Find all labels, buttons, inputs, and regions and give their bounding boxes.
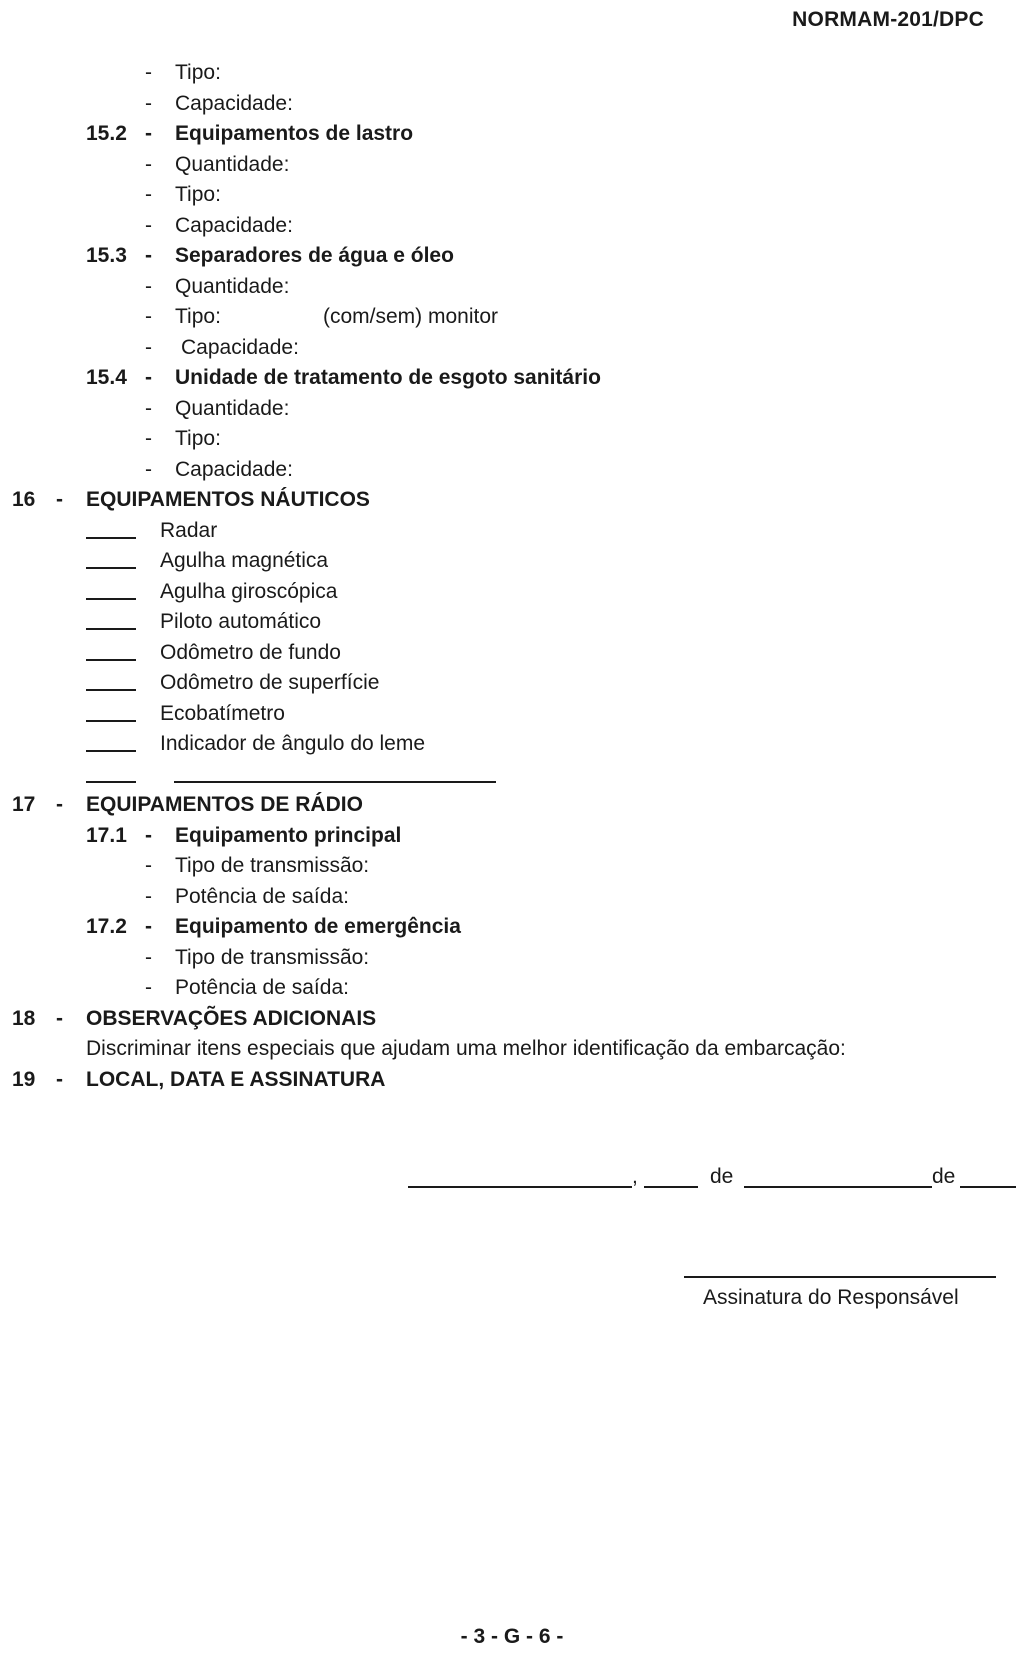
check-blank[interactable]: [86, 598, 136, 600]
bullet-dash: -: [56, 1006, 63, 1030]
checklist-item: [0, 607, 1024, 638]
signature-label: Assinatura do Responsável: [703, 1286, 959, 1309]
field-label: Tipo:: [175, 305, 221, 328]
signature-blank[interactable]: [684, 1276, 996, 1278]
subsection-heading: [0, 241, 1024, 272]
field-label: Tipo de transmissão:: [175, 945, 370, 969]
checklist-label: Indicador de ângulo do leme: [160, 732, 426, 755]
section-number: 17: [12, 793, 36, 816]
subsection-title: Separadores de água e óleo: [175, 244, 454, 267]
check-blank[interactable]: [86, 567, 136, 569]
checklist-item: [0, 699, 1024, 730]
bullet-dash: -: [145, 945, 152, 969]
check-blank[interactable]: [86, 659, 136, 661]
field-label: Capacidade:: [175, 457, 293, 481]
place-date-line: [408, 1162, 1018, 1192]
check-blank[interactable]: [86, 689, 136, 691]
field-label: Potência de saída:: [175, 976, 349, 999]
section-heading: [0, 790, 1024, 821]
list-item: [0, 455, 1024, 486]
bullet-dash: -: [145, 91, 152, 115]
list-item: [0, 882, 1024, 913]
checklist-item: [0, 638, 1024, 669]
subsection-title: Equipamentos de lastro: [175, 122, 414, 145]
bullet-dash: -: [145, 457, 152, 481]
bullet-dash: -: [56, 1067, 63, 1091]
check-blank[interactable]: [86, 537, 136, 539]
list-item: [0, 973, 1024, 1004]
bullet-dash: -: [145, 854, 152, 877]
field-label: Tipo:: [175, 427, 221, 450]
instruction-text: [0, 1034, 1024, 1065]
checklist-label: Radar: [160, 518, 218, 542]
list-item: [0, 150, 1024, 181]
comma: ,: [632, 1165, 638, 1188]
list-item: [0, 211, 1024, 242]
subsection-title: Unidade de tratamento de esgoto sanitário: [175, 366, 601, 389]
checklist-label: Odômetro de superfície: [160, 671, 380, 694]
bullet-dash: -: [145, 152, 152, 176]
checklist-label: Odômetro de fundo: [160, 640, 341, 664]
checklist-label: Agulha giroscópica: [160, 579, 338, 603]
field-label: Tipo de transmissão:: [175, 854, 370, 877]
field-label: Potência de saída:: [175, 884, 349, 908]
list-item: [0, 302, 1024, 333]
bullet-dash: -: [145, 335, 152, 359]
section-title: EQUIPAMENTOS NÁUTICOS: [86, 488, 370, 511]
check-blank[interactable]: [86, 720, 136, 722]
bullet-dash: -: [145, 396, 152, 420]
bullet-dash: -: [145, 183, 152, 206]
other-equipment-blank[interactable]: [174, 781, 496, 783]
checklist-item: [0, 546, 1024, 577]
de-label-2: de: [932, 1165, 956, 1188]
checklist-item: [0, 577, 1024, 608]
field-label: Tipo:: [175, 183, 221, 206]
bullet-dash: -: [145, 274, 152, 298]
bullet-dash: -: [145, 213, 152, 237]
field-label: Quantidade:: [175, 152, 290, 176]
bullet-dash: -: [145, 122, 152, 145]
section-number: 16: [12, 488, 36, 511]
bullet-dash: -: [145, 884, 152, 908]
place-blank[interactable]: [408, 1186, 632, 1188]
list-item: [0, 58, 1024, 89]
subsection-number: 15.4: [86, 366, 127, 389]
checklist-label: Piloto automático: [160, 610, 322, 633]
field-label: Capacidade:: [175, 213, 293, 237]
subsection-heading: [0, 119, 1024, 150]
section-title: OBSERVAÇÕES ADICIONAIS: [86, 1006, 377, 1030]
section-heading: [0, 1065, 1024, 1096]
list-item: [0, 943, 1024, 974]
field-label: Capacidade:: [181, 335, 299, 359]
list-item: [0, 272, 1024, 303]
checklist-item: [0, 668, 1024, 699]
list-item: [0, 89, 1024, 120]
bullet-dash: -: [145, 61, 152, 84]
bullet-dash: -: [145, 244, 152, 267]
list-item: [0, 424, 1024, 455]
checklist-item-other: [0, 760, 1024, 791]
section-title: LOCAL, DATA E ASSINATURA: [86, 1067, 386, 1091]
instruction-label: Discriminar itens especiais que ajudam uma melhor identificação da embarcação:: [86, 1037, 846, 1060]
subsection-number: 17.1: [86, 823, 127, 847]
field-label: Quantidade:: [175, 396, 290, 420]
section-heading: [0, 485, 1024, 516]
bullet-dash: -: [145, 427, 152, 450]
section-number: 18: [12, 1006, 36, 1030]
check-blank[interactable]: [86, 781, 136, 783]
de-label-1: de: [710, 1165, 734, 1188]
checklist-label: Ecobatímetro: [160, 701, 285, 725]
checklist-label: Agulha magnética: [160, 549, 329, 572]
check-blank[interactable]: [86, 750, 136, 752]
section-heading: [0, 1004, 1024, 1035]
month-blank[interactable]: [744, 1186, 932, 1188]
list-item: [0, 394, 1024, 425]
day-blank[interactable]: [644, 1186, 698, 1188]
bullet-dash: -: [145, 305, 152, 328]
section-number: 19: [12, 1067, 36, 1091]
field-label: Capacidade:: [175, 91, 293, 115]
monitor-note: (com/sem) monitor: [323, 305, 499, 328]
bullet-dash: -: [145, 976, 152, 999]
bullet-dash: -: [56, 488, 63, 511]
list-item: [0, 851, 1024, 882]
subsection-number: 15.3: [86, 244, 127, 267]
field-label: Quantidade:: [175, 274, 290, 298]
bullet-dash: -: [145, 915, 152, 938]
subsection-heading: [0, 912, 1024, 943]
subsection-number: 15.2: [86, 122, 127, 145]
list-item: [0, 180, 1024, 211]
bullet-dash: -: [145, 366, 152, 389]
year-blank[interactable]: [960, 1186, 1016, 1188]
section-title: EQUIPAMENTOS DE RÁDIO: [86, 793, 363, 816]
subsection-number: 17.2: [86, 915, 127, 938]
field-label: Tipo:: [175, 61, 221, 84]
check-blank[interactable]: [86, 628, 136, 630]
checklist-item: [0, 729, 1024, 760]
checklist-item: [0, 516, 1024, 547]
subsection-title: Equipamento principal: [175, 823, 402, 847]
subsection-heading: [0, 363, 1024, 394]
subsection-heading: [0, 821, 1024, 852]
page-number: - 3 - G - 6 -: [460, 1625, 564, 1648]
form-body: [0, 58, 1024, 1095]
subsection-title: Equipamento de emergência: [175, 915, 461, 938]
bullet-dash: -: [145, 823, 152, 847]
list-item: [0, 333, 1024, 364]
bullet-dash: -: [56, 793, 63, 816]
document-code: NORMAM-201/DPC: [792, 8, 984, 31]
